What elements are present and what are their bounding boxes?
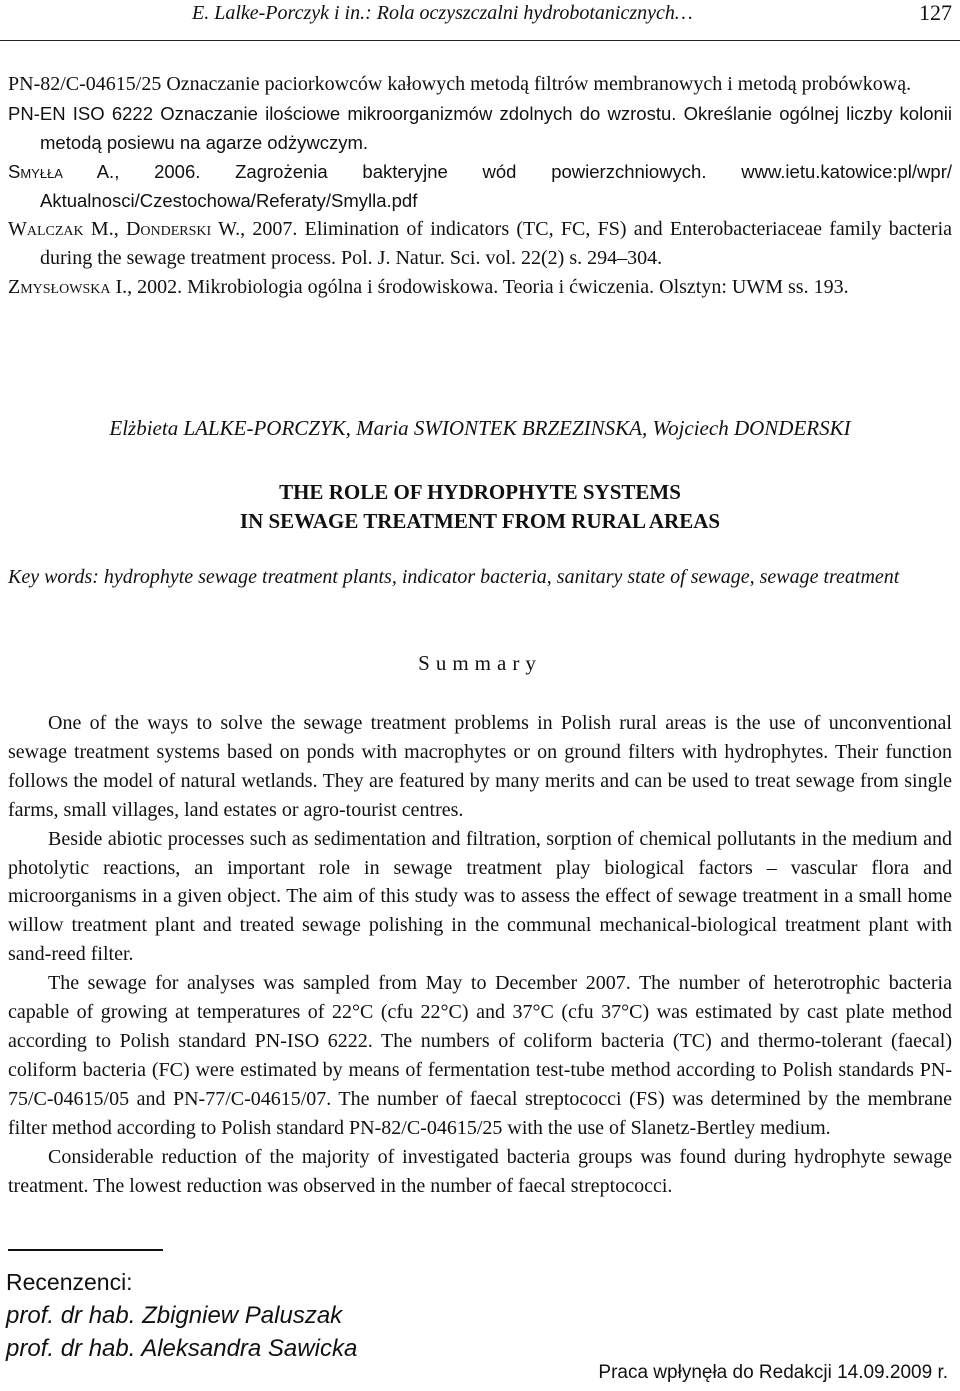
summary-paragraph: The sewage for analyses was sampled from May to December 2007. The number of heterotrophic bacteria capable of growing at temperatures of 22°C (cfu 22°C) and 37°C (cfu 37°C) was estimated by cast plate method according to Polish standard PN-ISO 6222. The numbers of coliform bacteria (TC) and thermo-tolerant (faecal) coliform bacteria (FC) were estimated by means of fermentation test-tube method according to Polish standards PN-75/C-04615/05 and PN-77/C-04615/07. The number of faecal streptococci (FS) was determined by the membrane filter method according to Polish standard PN-82/C-04615/25 with the use of Slanetz-Bertley medium. [8, 972, 952, 1139]
reference-text: , 2007. Elimination of indicators (TC, FC, FS) and Enterobacteriaceae family bacteria during the sewage treatment process. Pol. J. Natur. Sci. vol. 22(2) s. 294–304. [40, 218, 952, 269]
reviewer-name: prof. dr hab. Aleksandra Sawicka [6, 1335, 358, 1362]
summary-body [8, 709, 952, 1200]
reference-item [8, 273, 952, 302]
running-title: E. Lalke-Porczyk i in.: Rola oczyszczalni hydrobotanicznych… [192, 2, 693, 24]
reference-text: PN-82/C-04615/25 Oznaczanie paciorkowców kałowych metodą filtrów membranowych i metodą probówkową. [8, 73, 912, 95]
reference-item [8, 70, 952, 99]
reference-text: , 2002. Mikrobiologia ogólna i środowiskowa. Teoria i ćwiczenia. Olsztyn: UWM ss. 193. [127, 276, 849, 298]
reference-item [8, 99, 952, 157]
reviewers-label: Recenzenci: [6, 1269, 133, 1295]
summary-paragraph: Beside abiotic processes such as sedimentation and filtration, sorption of chemical pollutants in the medium and photolytic reactions, an important role in sewage treatment play biological factors – vascular flora and microorganisms in a given object. The aim of this study was to assess the effect of sewage treatment in a small home willow treatment plant and treated sewage polishing in the communal mechanical-biological treatment plant with sand-reed filter. [8, 827, 952, 966]
reference-list [8, 70, 952, 302]
reference-text: PN-EN ISO 6222 Oznaczanie ilościowe mikroorganizmów zdolnych do wzrostu. Określanie ogólnej liczby kolonii metodą posiewu na agarze odżywczym. [8, 103, 952, 153]
article-title [0, 478, 960, 536]
reference-item [8, 157, 952, 215]
running-header [0, 0, 960, 41]
reference-item [8, 215, 952, 273]
article-title-line: IN SEWAGE TREATMENT FROM RURAL AREAS [239, 509, 721, 533]
summary-paragraph: One of the ways to solve the sewage treatment problems in Polish rural areas is the use of unconventional sewage treatment systems based on ponds with macrophytes or on ground filters with hydrophytes. Their function follows the model of natural wetlands. They are featured by many merits and can be used to treat sewage from single farms, small villages, land estates or agro-tourist centres. [8, 712, 952, 821]
summary-paragraph: Considerable reduction of the majority of investigated bacteria groups was found during hydrophyte sewage treatment. The lowest reduction was observed in the number of faecal streptococci. [8, 1145, 952, 1197]
reference-author: Walczak M., Donderski W. [8, 218, 241, 240]
reference-text: , 2006. Zagrożenia bakteryjne wód powierzchniowych. www.ietu.katowice:pl/wpr/ Aktualnosci/Czestochowa/Referaty/Smylla.pdf [40, 161, 952, 211]
article-authors: Elżbieta LALKE-PORCZYK, Maria SWIONTEK BRZEZINSKA, Wojciech DONDERSKI [109, 416, 851, 440]
summary-heading: Summary [418, 651, 542, 675]
keywords: Key words: hydrophyte sewage treatment plants, indicator bacteria, sanitary state of sewage, sewage treatment [8, 566, 900, 588]
reviewer-name: prof. dr hab. Zbigniew Paluszak [6, 1302, 343, 1329]
reference-author: Zmysłowska I. [8, 276, 128, 298]
article-title-line: THE ROLE OF HYDROPHYTE SYSTEMS [279, 480, 681, 504]
reviewers-block [6, 1266, 357, 1365]
reference-author: Smyłła A. [8, 161, 115, 182]
page-number: 127 [919, 0, 952, 25]
footnote-rule [8, 1249, 163, 1251]
received-date-note: Praca wpłynęła do Redakcji 14.09.2009 r. [598, 1362, 948, 1383]
